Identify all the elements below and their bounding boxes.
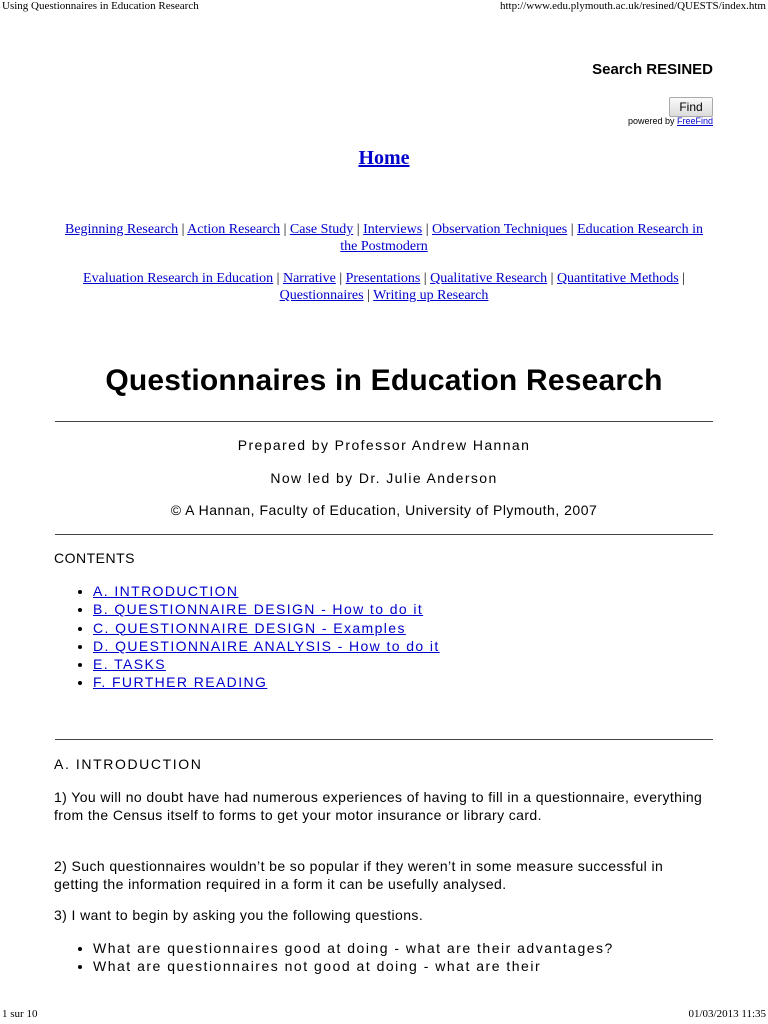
- contents-list: [74, 582, 440, 692]
- divider: [55, 534, 713, 535]
- nav-questionnaires[interactable]: Questionnaires: [279, 288, 364, 303]
- nav-separator: |: [181, 222, 185, 237]
- intro-paragraph-1: 1) You will no doubt have had numerous experiences of having to fill in a questionnaire, everything from the Census itself to forms to get your motor insurance or library card.: [54, 789, 703, 823]
- toc-link-tasks[interactable]: E. TASKS: [93, 656, 166, 673]
- list-item: • What are questionnaires good at doing - what are their advantages?: [93, 939, 614, 957]
- nav-separator: |: [356, 222, 360, 237]
- divider: [55, 421, 713, 422]
- toc-link-introduction[interactable]: A. INTRODUCTION: [93, 583, 239, 599]
- print-footer: [0, 1008, 768, 1022]
- nav-separator: |: [276, 271, 280, 286]
- toc-link-analysis[interactable]: D. QUESTIONNAIRE ANALYSIS - How to do it: [93, 637, 440, 654]
- nav-separator: |: [425, 222, 429, 237]
- list-item: [93, 600, 440, 618]
- nav-observation-techniques[interactable]: Observation Techniques: [432, 222, 568, 237]
- nav-qualitative-research[interactable]: Qualitative Research: [430, 271, 548, 286]
- find-button[interactable]: Find: [669, 97, 713, 117]
- list-item: [93, 637, 440, 655]
- list-item: [93, 655, 440, 673]
- led-by: Now led by Dr. Julie Anderson: [270, 470, 498, 486]
- home-link-container: [0, 147, 768, 170]
- nav-row-1: [60, 221, 708, 255]
- nav-separator: |: [570, 222, 574, 237]
- section-heading-introduction: A. INTRODUCTION: [54, 756, 203, 772]
- nav-separator: |: [682, 271, 685, 286]
- freefind-link[interactable]: FreeFind: [676, 116, 713, 126]
- toc-link-design-examples[interactable]: C. QUESTIONNAIRE DESIGN - Examples: [93, 619, 406, 636]
- page-title: Questionnaires in Education Research: [105, 364, 663, 397]
- print-header-url: http://www.edu.plymouth.ac.uk/resined/QUESTS/index.htm: [499, 0, 766, 12]
- list-item: [93, 619, 440, 637]
- nav-action-research[interactable]: Action Research: [187, 222, 281, 237]
- print-footer-datetime: 01/03/2013 11:35: [688, 1008, 766, 1020]
- divider: [55, 739, 713, 740]
- list-item: [93, 582, 440, 600]
- list-item: [93, 673, 440, 691]
- intro-paragraph-3: 3) I want to begin by asking you the following questions.: [54, 907, 424, 923]
- list-item: • What are questionnaires not good at doing - what are their: [93, 957, 614, 975]
- nav-education-research-postmodern[interactable]: Education Research in the Postmodern: [340, 222, 704, 254]
- powered-by: [628, 116, 713, 126]
- nav-presentations[interactable]: Presentations: [345, 271, 421, 286]
- nav-case-study[interactable]: Case Study: [289, 222, 354, 237]
- nav-writing-up-research[interactable]: Writing up Research: [373, 288, 489, 303]
- print-footer-page: 1 sur 10: [2, 1008, 38, 1020]
- toc-link-design-how[interactable]: B. QUESTIONNAIRE DESIGN - How to do it: [93, 601, 424, 618]
- nav-interviews[interactable]: Interviews: [363, 222, 423, 237]
- powered-by-label: powered by: [627, 116, 675, 126]
- nav-separator: |: [283, 222, 287, 237]
- nav-separator: |: [367, 288, 370, 303]
- prepared-by: Prepared by Professor Andrew Hannan: [237, 437, 531, 453]
- toc-link-further-reading[interactable]: F. FURTHER READING: [93, 674, 268, 691]
- nav-beginning-research[interactable]: Beginning Research: [64, 222, 179, 237]
- nav-separator: |: [550, 271, 554, 286]
- nav-evaluation-research[interactable]: Evaluation Research in Education: [83, 271, 274, 286]
- copyright: © A Hannan, Faculty of Education, University of Plymouth, 2007: [170, 502, 598, 518]
- nav-row-2: [60, 270, 708, 304]
- questions-list: [74, 939, 614, 976]
- nav-separator: |: [423, 271, 427, 286]
- print-header: [0, 0, 768, 14]
- intro-paragraph-2: 2) Such questionnaires wouldn’t be so popular if they weren’t in some measure successful in getting the information required in a form it can be usefully analysed.: [54, 858, 664, 892]
- nav-quantitative-methods[interactable]: Quantitative Methods: [556, 271, 679, 286]
- nav-narrative[interactable]: Narrative: [282, 271, 336, 286]
- nav-separator: |: [339, 271, 343, 286]
- search-title: Search RESINED: [592, 61, 713, 78]
- contents-heading: CONTENTS: [54, 550, 135, 566]
- home-link[interactable]: Home: [358, 147, 410, 169]
- print-header-title: Using Questionnaires in Education Research: [2, 0, 199, 12]
